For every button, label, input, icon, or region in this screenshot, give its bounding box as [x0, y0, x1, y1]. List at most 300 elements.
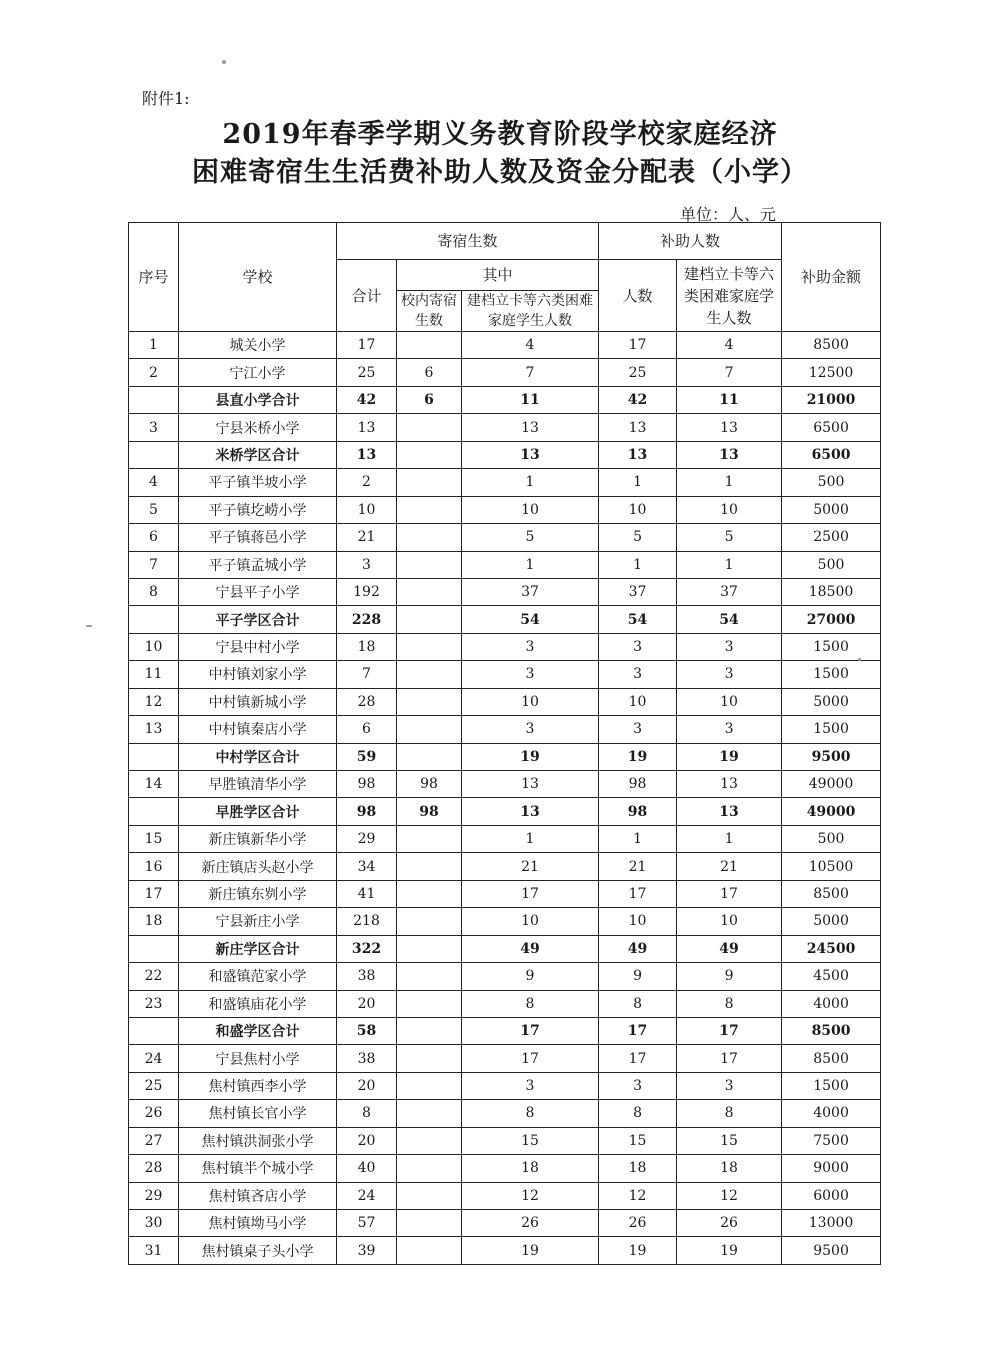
table-row	[129, 469, 881, 496]
cell-school: 宁县平子小学	[179, 578, 337, 605]
cell-amount: 5000	[782, 688, 881, 715]
cell-boarding-total: 218	[337, 908, 397, 935]
cell-in-school	[397, 332, 462, 359]
cell-in-school	[397, 524, 462, 551]
cell-school: 平子镇半坡小学	[179, 469, 337, 496]
cell-amount: 4000	[782, 990, 881, 1017]
cell-subsidy-people: 1	[599, 469, 677, 496]
cell-subsidy-people: 3	[599, 633, 677, 660]
cell-boarding-total: 25	[337, 359, 397, 386]
cell-in-school	[397, 414, 462, 441]
cell-subsidy-people: 18	[599, 1155, 677, 1182]
header-people: 人数	[599, 260, 677, 332]
cell-seq: 25	[129, 1072, 179, 1099]
cell-poverty-subsidy: 17	[677, 1045, 782, 1072]
cell-amount: 18500	[782, 578, 881, 605]
cell-poverty-boarding: 13	[462, 798, 599, 825]
cell-poverty-boarding: 9	[462, 963, 599, 990]
cell-seq: 27	[129, 1127, 179, 1154]
table-row	[129, 990, 881, 1017]
cell-poverty-boarding: 49	[462, 935, 599, 962]
cell-subsidy-people: 42	[599, 386, 677, 413]
cell-in-school	[397, 469, 462, 496]
cell-poverty-subsidy: 13	[677, 798, 782, 825]
cell-seq: 17	[129, 880, 179, 907]
table-row	[129, 1237, 881, 1264]
cell-seq: 15	[129, 825, 179, 852]
table-row	[129, 825, 881, 852]
cell-school: 和盛镇范家小学	[179, 963, 337, 990]
cell-amount: 5000	[782, 908, 881, 935]
cell-in-school	[397, 716, 462, 743]
cell-boarding-total: 13	[337, 441, 397, 468]
cell-school: 中村学区合计	[179, 743, 337, 770]
cell-subsidy-people: 12	[599, 1182, 677, 1209]
cell-seq	[129, 798, 179, 825]
cell-boarding-total: 57	[337, 1210, 397, 1237]
document-title-line1: 2019年春季学期义务教育阶段学校家庭经济	[222, 119, 778, 150]
cell-poverty-boarding: 17	[462, 1045, 599, 1072]
cell-poverty-subsidy: 3	[677, 716, 782, 743]
cell-in-school	[397, 853, 462, 880]
subtotal-row	[129, 798, 881, 825]
cell-school: 县直小学合计	[179, 386, 337, 413]
cell-poverty-boarding: 1	[462, 551, 599, 578]
cell-in-school	[397, 963, 462, 990]
cell-boarding-total: 20	[337, 1127, 397, 1154]
cell-seq: 28	[129, 1155, 179, 1182]
cell-poverty-boarding: 17	[462, 880, 599, 907]
subtotal-row	[129, 386, 881, 413]
cell-poverty-boarding: 10	[462, 908, 599, 935]
cell-subsidy-people: 17	[599, 1045, 677, 1072]
cell-in-school	[397, 633, 462, 660]
cell-poverty-boarding: 19	[462, 1237, 599, 1264]
cell-in-school	[397, 688, 462, 715]
cell-school: 宁县米桥小学	[179, 414, 337, 441]
cell-in-school	[397, 1182, 462, 1209]
cell-in-school	[397, 606, 462, 633]
cell-in-school: 6	[397, 386, 462, 413]
cell-school: 焦村镇洪洞张小学	[179, 1127, 337, 1154]
cell-poverty-subsidy: 18	[677, 1155, 782, 1182]
cell-school: 平子镇孟城小学	[179, 551, 337, 578]
header-boarding: 寄宿生数	[337, 223, 599, 260]
cell-boarding-total: 228	[337, 606, 397, 633]
subtotal-row	[129, 441, 881, 468]
header-of-which: 其中	[397, 260, 599, 291]
cell-boarding-total: 24	[337, 1182, 397, 1209]
cell-seq: 26	[129, 1100, 179, 1127]
cell-school: 早胜镇清华小学	[179, 771, 337, 798]
cell-poverty-subsidy: 1	[677, 469, 782, 496]
table-row	[129, 1072, 881, 1099]
cell-poverty-subsidy: 19	[677, 743, 782, 770]
cell-boarding-total: 29	[337, 825, 397, 852]
cell-boarding-total: 58	[337, 1017, 397, 1044]
cell-boarding-total: 2	[337, 469, 397, 496]
cell-seq: 7	[129, 551, 179, 578]
cell-school: 城关小学	[179, 332, 337, 359]
cell-in-school	[397, 825, 462, 852]
cell-seq: 29	[129, 1182, 179, 1209]
cell-boarding-total: 98	[337, 798, 397, 825]
cell-amount: 21000	[782, 386, 881, 413]
cell-boarding-total: 28	[337, 688, 397, 715]
cell-boarding-total: 13	[337, 414, 397, 441]
cell-in-school: 98	[397, 771, 462, 798]
table-row	[129, 578, 881, 605]
cell-amount: 9500	[782, 743, 881, 770]
cell-seq: 12	[129, 688, 179, 715]
cell-seq	[129, 386, 179, 413]
cell-poverty-subsidy: 13	[677, 414, 782, 441]
table-row	[129, 1155, 881, 1182]
cell-in-school	[397, 1210, 462, 1237]
cell-school: 新庄镇东刿小学	[179, 880, 337, 907]
cell-seq: 8	[129, 578, 179, 605]
cell-amount: 27000	[782, 606, 881, 633]
cell-in-school	[397, 908, 462, 935]
scan-mark	[858, 658, 861, 661]
table-row	[129, 880, 881, 907]
cell-school: 宁江小学	[179, 359, 337, 386]
cell-poverty-boarding: 37	[462, 578, 599, 605]
cell-subsidy-people: 17	[599, 332, 677, 359]
cell-subsidy-people: 13	[599, 414, 677, 441]
cell-poverty-subsidy: 3	[677, 633, 782, 660]
cell-poverty-subsidy: 49	[677, 935, 782, 962]
cell-subsidy-people: 37	[599, 578, 677, 605]
cell-boarding-total: 7	[337, 661, 397, 688]
table-row	[129, 633, 881, 660]
cell-seq	[129, 606, 179, 633]
cell-amount: 8500	[782, 1017, 881, 1044]
cell-poverty-subsidy: 17	[677, 880, 782, 907]
cell-poverty-boarding: 7	[462, 359, 599, 386]
cell-in-school	[397, 1127, 462, 1154]
cell-seq	[129, 441, 179, 468]
cell-school: 平子学区合计	[179, 606, 337, 633]
subtotal-row	[129, 606, 881, 633]
table-row	[129, 1127, 881, 1154]
cell-poverty-subsidy: 4	[677, 332, 782, 359]
table-row	[129, 688, 881, 715]
cell-seq: 3	[129, 414, 179, 441]
cell-school: 平子镇蒋邑小学	[179, 524, 337, 551]
table-row	[129, 1210, 881, 1237]
cell-boarding-total: 59	[337, 743, 397, 770]
cell-school: 米桥学区合计	[179, 441, 337, 468]
cell-boarding-total: 322	[337, 935, 397, 962]
cell-school: 中村镇秦店小学	[179, 716, 337, 743]
cell-in-school	[397, 743, 462, 770]
cell-amount: 1500	[782, 633, 881, 660]
cell-in-school	[397, 551, 462, 578]
cell-amount: 5000	[782, 496, 881, 523]
cell-in-school	[397, 578, 462, 605]
cell-subsidy-people: 8	[599, 1100, 677, 1127]
scan-mark	[86, 625, 92, 627]
cell-in-school	[397, 1017, 462, 1044]
cell-seq	[129, 743, 179, 770]
table-row	[129, 1045, 881, 1072]
cell-poverty-subsidy: 10	[677, 496, 782, 523]
cell-boarding-total: 38	[337, 1045, 397, 1072]
cell-poverty-boarding: 54	[462, 606, 599, 633]
cell-subsidy-people: 17	[599, 880, 677, 907]
cell-poverty-subsidy: 21	[677, 853, 782, 880]
cell-poverty-subsidy: 54	[677, 606, 782, 633]
attachment-label: 附件1:	[142, 89, 190, 108]
cell-subsidy-people: 10	[599, 688, 677, 715]
cell-poverty-boarding: 8	[462, 990, 599, 1017]
cell-poverty-subsidy: 3	[677, 1072, 782, 1099]
cell-school: 新庄镇新华小学	[179, 825, 337, 852]
cell-school: 宁县新庄小学	[179, 908, 337, 935]
cell-boarding-total: 40	[337, 1155, 397, 1182]
cell-school: 中村镇新城小学	[179, 688, 337, 715]
cell-poverty-boarding: 10	[462, 688, 599, 715]
cell-school: 焦村镇桌子头小学	[179, 1237, 337, 1264]
cell-amount: 9500	[782, 1237, 881, 1264]
cell-subsidy-people: 1	[599, 551, 677, 578]
cell-subsidy-people: 3	[599, 661, 677, 688]
cell-poverty-subsidy: 7	[677, 359, 782, 386]
cell-amount: 8500	[782, 332, 881, 359]
cell-amount: 12500	[782, 359, 881, 386]
cell-amount: 500	[782, 551, 881, 578]
cell-boarding-total: 39	[337, 1237, 397, 1264]
cell-seq: 22	[129, 963, 179, 990]
header-school: 学校	[179, 223, 337, 332]
cell-poverty-boarding: 5	[462, 524, 599, 551]
cell-subsidy-people: 3	[599, 716, 677, 743]
cell-poverty-boarding: 26	[462, 1210, 599, 1237]
cell-in-school	[397, 1072, 462, 1099]
cell-subsidy-people: 98	[599, 771, 677, 798]
cell-in-school	[397, 661, 462, 688]
cell-boarding-total: 192	[337, 578, 397, 605]
cell-seq: 11	[129, 661, 179, 688]
cell-seq: 2	[129, 359, 179, 386]
cell-poverty-subsidy: 15	[677, 1127, 782, 1154]
cell-subsidy-people: 5	[599, 524, 677, 551]
cell-subsidy-people: 10	[599, 908, 677, 935]
cell-poverty-boarding: 21	[462, 853, 599, 880]
cell-seq: 5	[129, 496, 179, 523]
cell-poverty-subsidy: 37	[677, 578, 782, 605]
cell-amount: 6500	[782, 414, 881, 441]
cell-subsidy-people: 1	[599, 825, 677, 852]
cell-poverty-subsidy: 9	[677, 963, 782, 990]
cell-subsidy-people: 21	[599, 853, 677, 880]
cell-poverty-boarding: 12	[462, 1182, 599, 1209]
cell-amount: 7500	[782, 1127, 881, 1154]
cell-boarding-total: 20	[337, 1072, 397, 1099]
cell-seq: 14	[129, 771, 179, 798]
cell-amount: 4000	[782, 1100, 881, 1127]
cell-subsidy-people: 10	[599, 496, 677, 523]
cell-boarding-total: 3	[337, 551, 397, 578]
cell-in-school	[397, 496, 462, 523]
cell-seq: 10	[129, 633, 179, 660]
cell-seq: 4	[129, 469, 179, 496]
subtotal-row	[129, 1017, 881, 1044]
cell-subsidy-people: 13	[599, 441, 677, 468]
cell-school: 焦村镇半个城小学	[179, 1155, 337, 1182]
cell-subsidy-people: 8	[599, 990, 677, 1017]
cell-poverty-boarding: 15	[462, 1127, 599, 1154]
cell-amount: 1500	[782, 1072, 881, 1099]
cell-poverty-boarding: 3	[462, 633, 599, 660]
cell-in-school	[397, 990, 462, 1017]
cell-poverty-subsidy: 11	[677, 386, 782, 413]
cell-school: 和盛学区合计	[179, 1017, 337, 1044]
cell-amount: 2500	[782, 524, 881, 551]
cell-amount: 9000	[782, 1155, 881, 1182]
cell-seq: 13	[129, 716, 179, 743]
table-row	[129, 963, 881, 990]
cell-school: 宁县中村小学	[179, 633, 337, 660]
cell-seq: 23	[129, 990, 179, 1017]
cell-amount: 6000	[782, 1182, 881, 1209]
cell-poverty-boarding: 11	[462, 386, 599, 413]
cell-poverty-subsidy: 19	[677, 1237, 782, 1264]
cell-subsidy-people: 98	[599, 798, 677, 825]
subsidy-table	[128, 222, 881, 1265]
cell-seq	[129, 1017, 179, 1044]
cell-amount: 8500	[782, 1045, 881, 1072]
cell-subsidy-people: 15	[599, 1127, 677, 1154]
cell-seq: 6	[129, 524, 179, 551]
cell-poverty-boarding: 19	[462, 743, 599, 770]
cell-poverty-boarding: 1	[462, 469, 599, 496]
subtotal-row	[129, 743, 881, 770]
cell-in-school	[397, 1237, 462, 1264]
cell-boarding-total: 6	[337, 716, 397, 743]
cell-poverty-subsidy: 17	[677, 1017, 782, 1044]
cell-boarding-total: 10	[337, 496, 397, 523]
cell-school: 中村镇刘家小学	[179, 661, 337, 688]
table-row	[129, 908, 881, 935]
cell-school: 新庄学区合计	[179, 935, 337, 962]
header-subsidy-people: 补助人数	[599, 223, 782, 260]
cell-school: 焦村镇西李小学	[179, 1072, 337, 1099]
cell-subsidy-people: 19	[599, 743, 677, 770]
header-amount: 补助金额	[782, 223, 881, 332]
table-row	[129, 661, 881, 688]
cell-poverty-subsidy: 8	[677, 990, 782, 1017]
cell-amount: 13000	[782, 1210, 881, 1237]
cell-boarding-total: 8	[337, 1100, 397, 1127]
table-row	[129, 414, 881, 441]
cell-amount: 6500	[782, 441, 881, 468]
cell-in-school	[397, 880, 462, 907]
cell-in-school: 98	[397, 798, 462, 825]
table-row	[129, 332, 881, 359]
cell-subsidy-people: 3	[599, 1072, 677, 1099]
cell-seq: 16	[129, 853, 179, 880]
cell-in-school	[397, 441, 462, 468]
header-poverty-boarding: 建档立卡等六类困难家庭学生人数	[462, 291, 599, 332]
cell-in-school	[397, 1045, 462, 1072]
table-row	[129, 1182, 881, 1209]
cell-poverty-subsidy: 8	[677, 1100, 782, 1127]
cell-poverty-boarding: 4	[462, 332, 599, 359]
cell-boarding-total: 34	[337, 853, 397, 880]
cell-boarding-total: 98	[337, 771, 397, 798]
header-in-school: 校内寄宿生数	[397, 291, 462, 332]
cell-boarding-total: 21	[337, 524, 397, 551]
header-seq: 序号	[129, 223, 179, 332]
cell-poverty-boarding: 3	[462, 661, 599, 688]
cell-poverty-boarding: 8	[462, 1100, 599, 1127]
cell-amount: 8500	[782, 880, 881, 907]
subtotal-row	[129, 935, 881, 962]
table-row	[129, 496, 881, 523]
cell-school: 宁县焦村小学	[179, 1045, 337, 1072]
cell-amount: 4500	[782, 963, 881, 990]
cell-poverty-subsidy: 3	[677, 661, 782, 688]
cell-amount: 49000	[782, 771, 881, 798]
table-row	[129, 551, 881, 578]
cell-poverty-subsidy: 10	[677, 908, 782, 935]
header-poverty-subsidy: 建档立卡等六类困难家庭学生人数	[677, 260, 782, 332]
cell-amount: 49000	[782, 798, 881, 825]
cell-amount: 24500	[782, 935, 881, 962]
table-row	[129, 771, 881, 798]
table-row	[129, 524, 881, 551]
cell-school: 焦村镇吝店小学	[179, 1182, 337, 1209]
cell-poverty-subsidy: 1	[677, 551, 782, 578]
cell-subsidy-people: 49	[599, 935, 677, 962]
cell-boarding-total: 17	[337, 332, 397, 359]
cell-poverty-subsidy: 1	[677, 825, 782, 852]
cell-poverty-boarding: 13	[462, 771, 599, 798]
cell-poverty-subsidy: 13	[677, 771, 782, 798]
cell-poverty-subsidy: 26	[677, 1210, 782, 1237]
cell-boarding-total: 42	[337, 386, 397, 413]
cell-school: 平子镇圪崂小学	[179, 496, 337, 523]
cell-school: 和盛镇庙花小学	[179, 990, 337, 1017]
cell-school: 焦村镇坳马小学	[179, 1210, 337, 1237]
table-row	[129, 1100, 881, 1127]
cell-amount: 10500	[782, 853, 881, 880]
cell-poverty-boarding: 3	[462, 716, 599, 743]
cell-seq: 24	[129, 1045, 179, 1072]
cell-in-school	[397, 935, 462, 962]
cell-poverty-subsidy: 12	[677, 1182, 782, 1209]
cell-boarding-total: 41	[337, 880, 397, 907]
cell-poverty-subsidy: 13	[677, 441, 782, 468]
table-row	[129, 853, 881, 880]
table-row	[129, 716, 881, 743]
cell-subsidy-people: 17	[599, 1017, 677, 1044]
cell-poverty-boarding: 17	[462, 1017, 599, 1044]
cell-poverty-boarding: 13	[462, 441, 599, 468]
cell-seq: 30	[129, 1210, 179, 1237]
cell-seq	[129, 935, 179, 962]
cell-boarding-total: 20	[337, 990, 397, 1017]
table-row	[129, 359, 881, 386]
cell-poverty-subsidy: 5	[677, 524, 782, 551]
cell-amount: 1500	[782, 716, 881, 743]
cell-in-school	[397, 1155, 462, 1182]
cell-school: 焦村镇长官小学	[179, 1100, 337, 1127]
cell-poverty-boarding: 13	[462, 414, 599, 441]
cell-in-school	[397, 1100, 462, 1127]
